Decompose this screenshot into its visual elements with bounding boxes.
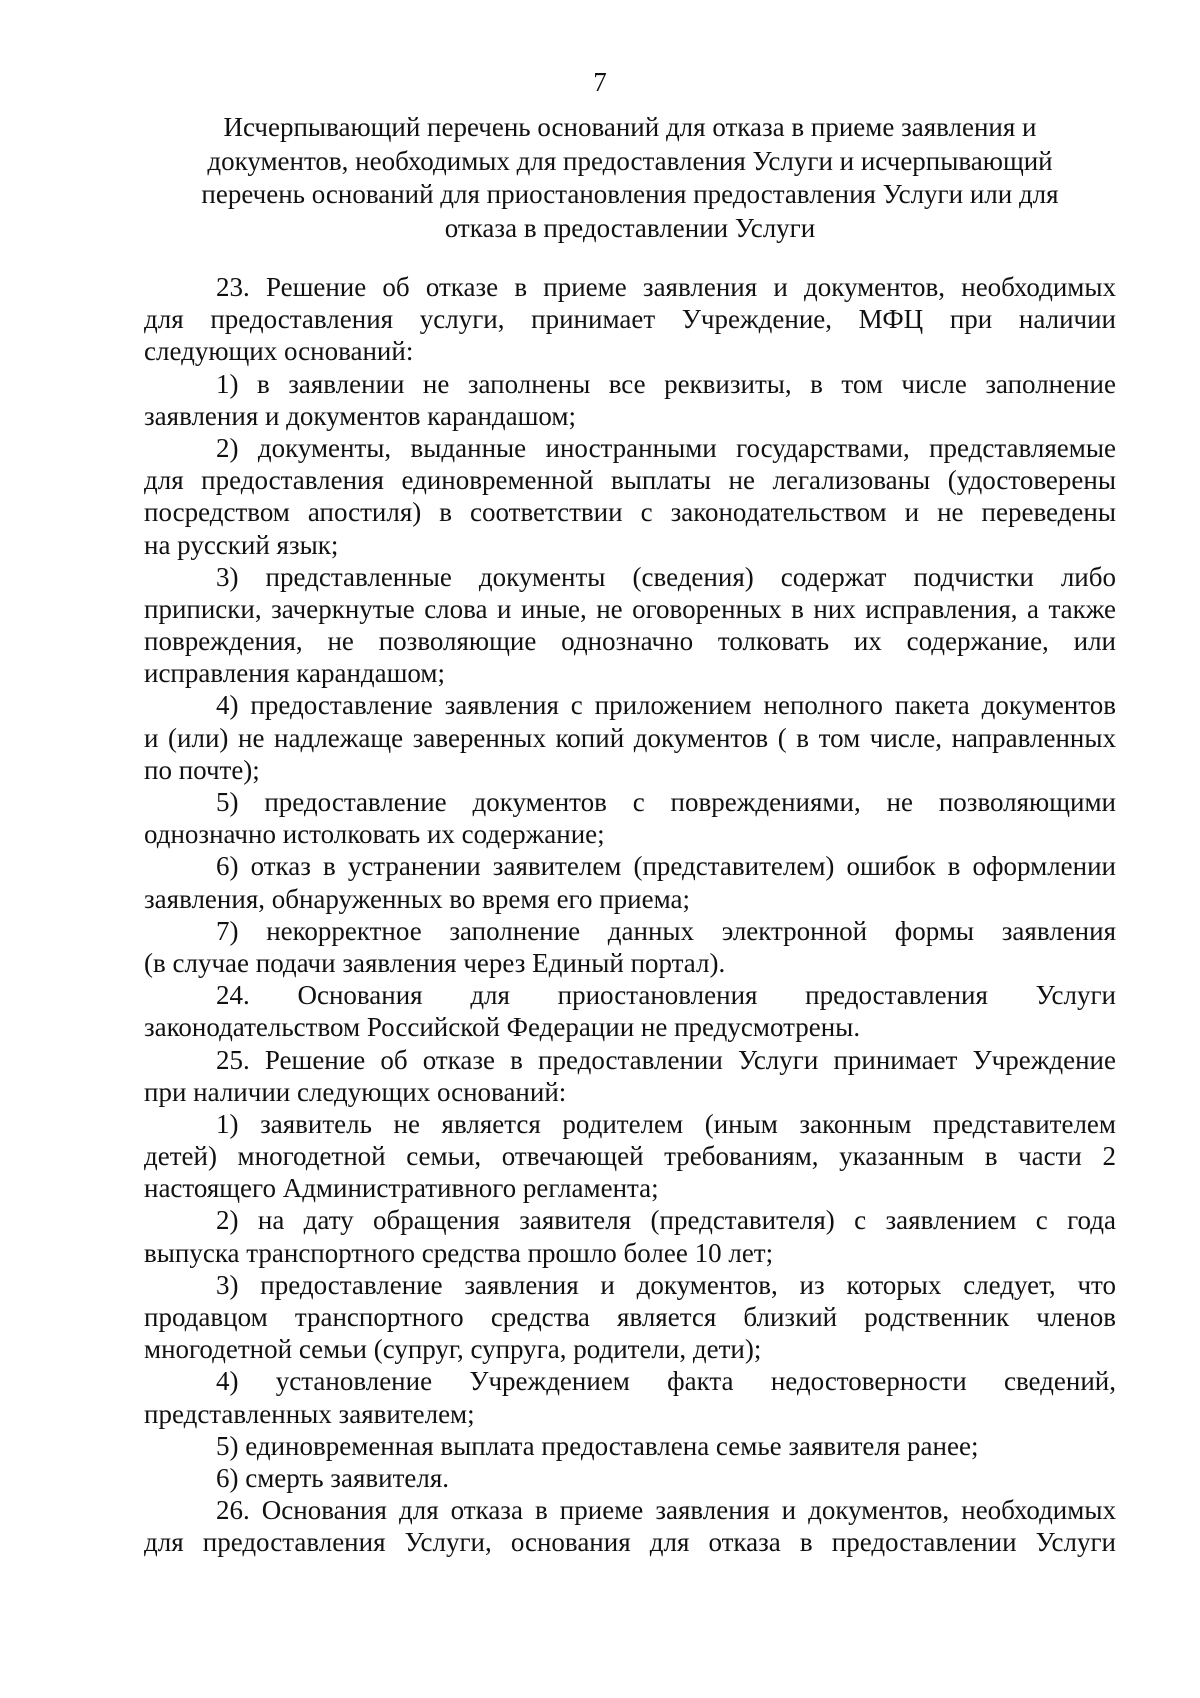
text-line: и (или) не надлежаще заверенных копий документов ( в том числе, направленных [144, 722, 1116, 753]
text-line: заявления и документов карандашом; [144, 400, 576, 431]
text-line: приписки, зачеркнутые слова и иные, не оговоренных в них исправления, а также [144, 593, 1116, 624]
text-line: для предоставления единовременной выплаты не легализованы (удостоверены [144, 465, 1116, 496]
text-line: многодетной семьи (супруг, супруга, родители, дети); [144, 1334, 762, 1365]
text-line: 1) заявитель не является родителем (иным законным представителем [216, 1108, 1116, 1139]
text-line: законодательством Российской Федерации не предусмотрены. [144, 1012, 861, 1043]
heading-line: отказа в предоставлении Услуги [444, 212, 816, 243]
text-line: исправления карандашом; [144, 658, 445, 689]
section-heading [140, 111, 1120, 245]
text-line: 1) в заявлении не заполнены все реквизиты, в том числе заполнение [216, 368, 1116, 399]
text-line: 24. Основания для приостановления предоставления Услуги [216, 980, 1116, 1011]
heading-line: документов, необходимых для предоставления Услуги и исчерпывающий [207, 145, 1053, 176]
text-line: 23. Решение об отказе в приеме заявления и документов, необходимых [216, 272, 1116, 302]
text-line: (в случае подачи заявления через Единый портал). [144, 947, 726, 978]
body-text [144, 271, 1116, 1559]
text-line: 6) отказ в устранении заявителем (представителем) ошибок в оформлении [216, 851, 1116, 882]
page-number: 7 [593, 67, 607, 97]
text-line: настоящего Административного регламента; [144, 1173, 659, 1204]
text-line: следующих оснований: [144, 336, 414, 367]
text-line: при наличии следующих оснований: [144, 1076, 567, 1107]
text-line: 5) единовременная выплата предоставлена семье заявителя ранее; [216, 1430, 979, 1461]
text-line: 6) смерть заявителя. [216, 1462, 449, 1493]
text-line: выпуска транспортного средства прошло более 10 лет; [144, 1237, 774, 1268]
text-line: посредством апостиля) в соответствии с законодательством и не переведены [144, 497, 1116, 528]
heading-line: перечень оснований для приостановления предоставления Услуги или для [201, 179, 1059, 209]
text-line: для предоставления Услуги, основания для отказа в предоставлении Услуги [144, 1527, 1116, 1558]
text-line: детей) многодетной семьи, отвечающей требованиям, указанным в части 2 [144, 1141, 1116, 1172]
text-line: 4) установление Учреждением факта недостоверности сведений, [216, 1366, 1116, 1397]
text-line: представленных заявителем; [144, 1398, 475, 1429]
text-line: 2) на дату обращения заявителя (представителя) с заявлением с года [216, 1205, 1116, 1236]
text-line: однозначно истолковать их содержание; [144, 819, 605, 850]
text-line: 4) предоставление заявления с приложением неполного пакета документов [216, 690, 1116, 721]
text-line: 3) представленные документы (сведения) содержат подчистки либо [216, 561, 1116, 592]
text-line: 2) документы, выданные иностранными государствами, представляемые [216, 432, 1116, 463]
text-line: повреждения, не позволяющие однозначно толковать их содержание, или [144, 626, 1116, 657]
text-line: 25. Решение об отказе в предоставлении Услуги принимает Учреждение [216, 1044, 1116, 1075]
text-line: 5) предоставление документов с повреждениями, не позволяющими [216, 787, 1116, 817]
heading-line: Исчерпывающий перечень оснований для отказа в приеме заявления и [223, 112, 1037, 142]
text-line: заявления, обнаруженных во время его приема; [144, 883, 690, 914]
text-line: 3) предоставление заявления и документов, из которых следует, что [216, 1269, 1116, 1300]
text-line: 7) некорректное заполнение данных электронной формы заявления [216, 915, 1116, 946]
text-line: на русский язык; [144, 529, 339, 560]
text-line: для предоставления услуги, принимает Учреждение, МФЦ при наличии [144, 304, 1116, 335]
text-line: 26. Основания для отказа в приеме заявления и документов, необходимых [216, 1495, 1116, 1526]
text-line: по почте); [144, 754, 260, 785]
text-line: продавцом транспортного средства является близкий родственник членов [144, 1302, 1116, 1332]
